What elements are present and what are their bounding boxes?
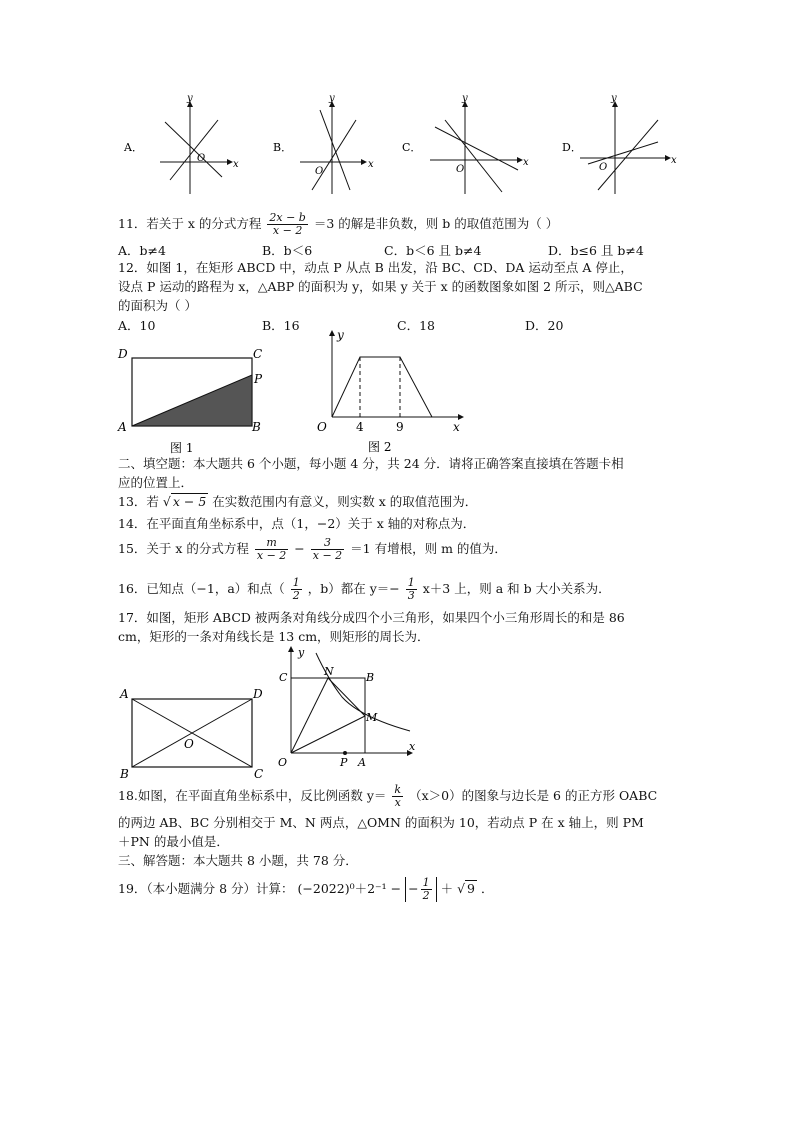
graph-options xyxy=(110,92,690,202)
q12-line2: 设点 P 运动的路程为 x，△ABP 的面积为 y，如果 y 关于 x 的函数图象如图 2 所示，则△ABC xyxy=(118,279,643,294)
q18-line3: ＋PN 的最小值是． xyxy=(118,834,229,849)
svg-text:y: y xyxy=(329,93,335,104)
svg-text:D．: D． xyxy=(562,141,582,154)
svg-text:O: O xyxy=(456,164,465,175)
q17-figure xyxy=(112,682,272,782)
section3-heading: 三、解答题：本大题共 8 小题，共 78 分． xyxy=(118,853,358,868)
q11-fraction: $\frac{2x - b}{x - 2}$ xyxy=(269,211,306,237)
svg-text:x: x xyxy=(453,420,460,434)
svg-text:x: x xyxy=(523,157,529,168)
q13-radical: √ x − 5 xyxy=(162,494,207,509)
svg-text:O: O xyxy=(197,153,206,164)
svg-text:O: O xyxy=(184,737,194,751)
section2-line1: 二、填空题：本大题共 6 个小题，每小题 4 分，共 24 分．请将正确答案直接填在答题卡相 xyxy=(118,456,624,471)
svg-text:B: B xyxy=(120,767,129,781)
q18-line2: 的两边 AB、BC 分别相交于 M、N 两点，△OMN 的面积为 10，若动点 P 在 x 轴上，则 PM xyxy=(118,815,644,830)
svg-text:M: M xyxy=(366,711,378,724)
graph-b xyxy=(273,93,374,194)
q12-option-b: B．16 xyxy=(262,318,300,333)
graph-c xyxy=(402,93,529,194)
svg-text:B: B xyxy=(366,671,375,684)
q19-stem: 19．（本小题满分 8 分）计算： (−2022)⁰＋2⁻¹ − − $\frac{1}{2}$ ＋ √ 9 ． xyxy=(118,876,494,902)
svg-text:A: A xyxy=(120,687,129,701)
svg-text:图 2: 图 2 xyxy=(368,440,392,454)
q11-option-d: D．b≤6 且 b≠4 xyxy=(548,243,644,258)
q17-line2: cm，矩形的一条对角线长是 13 cm，则矩形的周长为． xyxy=(118,629,430,644)
svg-text:y: y xyxy=(187,93,193,104)
svg-text:D: D xyxy=(118,347,128,361)
q12-option-a: A．10 xyxy=(118,318,156,333)
option-a-label: A． xyxy=(124,141,143,154)
section2-line2: 应的位置上． xyxy=(118,475,194,490)
svg-text:C．: C． xyxy=(402,141,422,154)
svg-text:O: O xyxy=(599,162,608,173)
svg-text:O: O xyxy=(317,420,327,434)
q12-figure-2 xyxy=(305,325,475,456)
svg-text:C: C xyxy=(279,671,288,684)
q12-option-d: D．20 xyxy=(525,318,564,333)
svg-text:B: B xyxy=(252,420,261,434)
svg-text:4: 4 xyxy=(356,420,364,434)
svg-text:图 1: 图 1 xyxy=(170,441,194,455)
q18-line1: 18.如图，在平面直角坐标系中，反比例函数 y＝ $\frac{k}{x}$ （x＞0）的图象与边长是 6 的正方形 OABC xyxy=(118,783,658,809)
svg-text:P: P xyxy=(254,372,263,386)
svg-text:C: C xyxy=(253,347,263,361)
svg-text:P: P xyxy=(340,756,348,769)
svg-text:y: y xyxy=(337,328,344,342)
q14-stem: 14．在平面直角坐标系中，点（1，−2）关于 x 轴的对称点为． xyxy=(118,516,476,531)
svg-text:O: O xyxy=(315,166,324,177)
q11-stem: 11．若关于 x 的分式方程 $\frac{2x - b}{x - 2}$ ＝3 的解是非负数，则 b 的取值范围为（ ） xyxy=(118,211,559,237)
q13-stem: 13．若 √ x − 5 在实数范围内有意义，则实数 x 的取值范围为． xyxy=(118,494,478,509)
svg-text:y: y xyxy=(462,93,468,104)
q11-option-a: A．b≠4 xyxy=(118,243,166,258)
svg-text:x: x xyxy=(368,159,374,170)
q12-figure-1 xyxy=(112,338,272,456)
svg-text:A: A xyxy=(118,420,127,434)
svg-text:x: x xyxy=(233,159,239,170)
q15-stem: 15．关于 x 的分式方程 $\frac{m}{x - 2}$ − $\frac{3}{x - 2}$ ＝1 有增根，则 m 的值为． xyxy=(118,536,507,562)
svg-text:A: A xyxy=(358,756,366,769)
graph-d xyxy=(562,93,677,194)
svg-text:y: y xyxy=(298,646,305,659)
q12-option-c: C．18 xyxy=(397,318,435,333)
svg-text:O: O xyxy=(278,756,288,769)
q11-option-c: C．b＜6 且 b≠4 xyxy=(384,243,482,258)
q12-line3: 的面积为（ ） xyxy=(118,298,197,313)
svg-text:D: D xyxy=(253,687,263,701)
q17-line1: 17．如图，矩形 ABCD 被两条对角线分成四个小三角形，如果四个小三角形周长的和是 86 xyxy=(118,610,625,625)
graph-options-svg xyxy=(110,92,690,202)
svg-text:y: y xyxy=(611,93,617,104)
q12-line1: 12．如图 1，在矩形 ABCD 中，动点 P 从点 B 出发，沿 BC、CD、DA 运动至点 A 停止， xyxy=(118,260,633,275)
svg-text:x: x xyxy=(409,740,416,753)
svg-text:B．: B． xyxy=(273,141,293,154)
svg-text:9: 9 xyxy=(396,420,404,434)
q19-absolute-value: − $\frac{1}{2}$ xyxy=(405,877,436,902)
q16-stem: 16．已知点（−1，a）和点（ $\frac{1}{2}$ ，b）都在 y＝− $\frac{1}{3}$ x＋3 上，则 a 和 b 大小关系为． xyxy=(118,576,611,602)
svg-text:N: N xyxy=(324,665,334,678)
graph-a xyxy=(123,93,239,194)
svg-text:x: x xyxy=(671,155,677,166)
q11-option-b: B．b＜6 xyxy=(262,243,313,258)
q19-sqrt: √ 9 xyxy=(457,881,475,896)
svg-text:C: C xyxy=(254,767,264,781)
q18-figure xyxy=(270,643,420,771)
